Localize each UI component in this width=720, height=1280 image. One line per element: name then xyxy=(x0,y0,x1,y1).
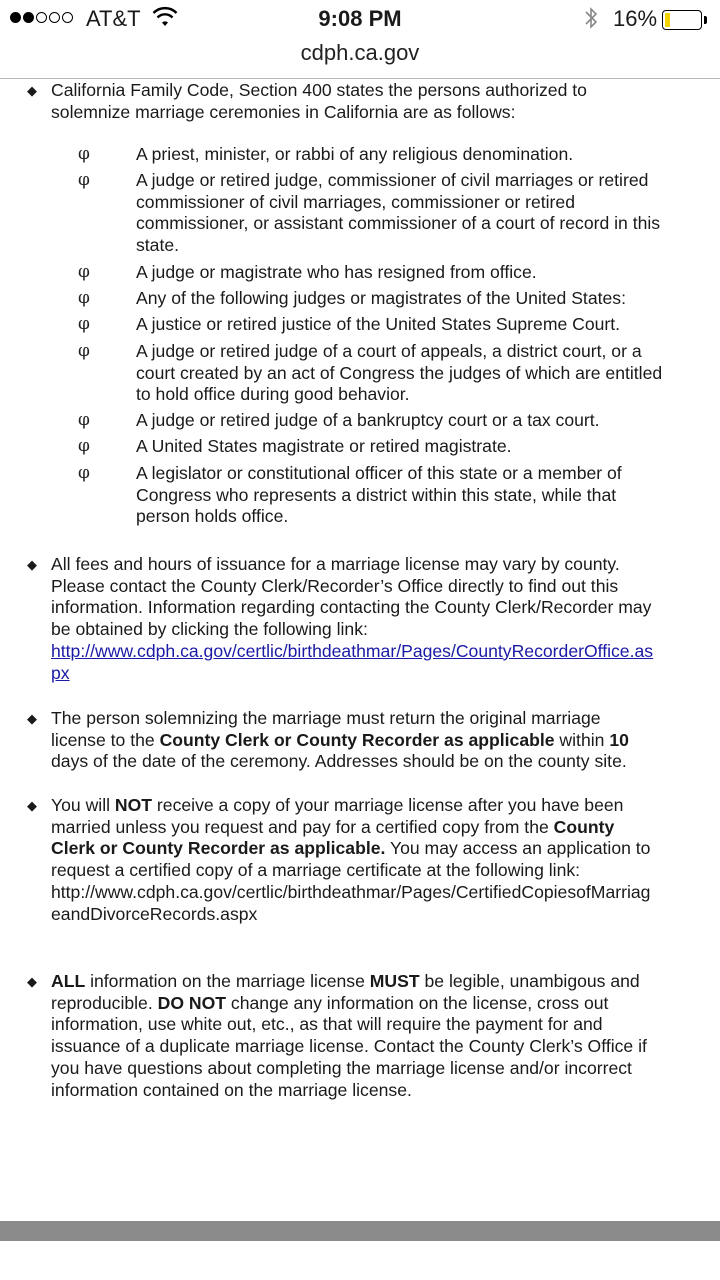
section-return-license xyxy=(51,708,706,773)
phi-bullet-icon: φ xyxy=(78,463,90,483)
text-line: Congress who represents a district within this state, while that xyxy=(136,484,617,505)
text-line: license to the County Clerk or County Recorder as applicable within 10 xyxy=(51,729,629,750)
county-recorder-link-continued[interactable]: px xyxy=(51,662,70,683)
section-certified-copy xyxy=(51,795,706,925)
text-line: Please contact the County Clerk/Recorder’s Office directly to find out this xyxy=(51,575,619,596)
battery-percentage: 16% xyxy=(613,6,658,31)
phi-bullet-icon: φ xyxy=(78,314,90,334)
text-line: information, use white out, etc., as that will require the payment for and xyxy=(51,1014,603,1035)
text-line: A United States magistrate or retired magistrate. xyxy=(136,436,512,456)
text-line: You will NOT receive a copy of your marriage license after you have been xyxy=(51,795,624,815)
text-line: commissioner, or assistant commissioner of a court of record in this xyxy=(136,213,661,234)
phi-bullet-icon: φ xyxy=(78,410,90,430)
text-line: The person solemnizing the marriage must return the original marriage xyxy=(51,708,601,728)
phi-bullet-icon: φ xyxy=(78,288,90,308)
bullet-icon: ◆ xyxy=(27,798,37,813)
url-bar-divider xyxy=(0,78,720,79)
text-line: solemnize marriage ceremonies in California are as follows: xyxy=(51,101,516,122)
text-line: days of the date of the ceremony. Addresses should be on the county site. xyxy=(51,751,627,772)
text-line: information. Information regarding contacting the County Clerk/Recorder may xyxy=(51,597,652,618)
phi-bullet-icon: φ xyxy=(78,262,90,282)
text-line: you have questions about completing the marriage license and/or incorrect xyxy=(51,1057,632,1078)
text-line: A judge or retired judge, commissioner of civil marriages or retired xyxy=(136,170,649,190)
text-line: A judge or retired judge of a bankruptcy court or a tax court. xyxy=(136,410,600,430)
text-line: Clerk or County Recorder as applicable. You may access an application to xyxy=(51,838,651,859)
phi-bullet-icon: φ xyxy=(78,341,90,361)
phi-bullet-icon: φ xyxy=(78,436,90,456)
bluetooth-icon xyxy=(583,5,599,37)
phi-bullet-icon: φ xyxy=(78,144,90,164)
text-line: A priest, minister, or rabbi of any religious denomination. xyxy=(136,144,574,164)
text-line: eandDivorceRecords.aspx xyxy=(51,903,258,924)
text-line: California Family Code, Section 400 states the persons authorized to xyxy=(51,80,587,100)
county-recorder-link[interactable]: http://www.cdph.ca.gov/certlic/birthdeathmar/Pages/CountyRecorderOffice.as xyxy=(51,640,654,661)
text-line: be obtained by clicking the following link: xyxy=(51,619,368,640)
text-line: state. xyxy=(136,235,180,256)
text-line: All fees and hours of issuance for a marriage license may vary by county. xyxy=(51,554,620,574)
battery-level xyxy=(665,13,670,27)
text-line: reproducible. DO NOT change any information on the license, cross out xyxy=(51,992,609,1013)
browser-toolbar[interactable] xyxy=(0,1221,720,1241)
bullet-icon: ◆ xyxy=(27,557,37,572)
bullet-icon: ◆ xyxy=(27,83,37,98)
status-bar xyxy=(0,0,720,40)
phi-bullet-icon: φ xyxy=(78,170,90,190)
text-line: A justice or retired justice of the United States Supreme Court. xyxy=(136,314,621,334)
carrier-name: AT&T xyxy=(86,6,141,31)
section-officiants-intro xyxy=(51,80,706,123)
url-text[interactable]: cdph.ca.gov xyxy=(300,40,420,65)
clock: 9:08 PM xyxy=(318,6,402,31)
text-line: to hold office during good behavior. xyxy=(136,384,410,405)
text-line: issuance of a duplicate marriage license. Contact the County Clerk’s Office if xyxy=(51,1036,647,1057)
text-line: married unless you request and pay for a certified copy from the County xyxy=(51,816,615,837)
battery-nub xyxy=(704,16,707,24)
text-line: ALL information on the marriage license MUST be legible, unambigous and xyxy=(51,971,640,991)
text-line: A legislator or constitutional officer of this state or a member of xyxy=(136,463,622,483)
text-line: A judge or magistrate who has resigned from office. xyxy=(136,262,537,282)
text-line: court created by an act of Congress the judges of which are entitled xyxy=(136,362,663,383)
battery-icon xyxy=(662,10,702,30)
text-line: A judge or retired judge of a court of appeals, a district court, or a xyxy=(136,341,642,361)
text-line: information contained on the marriage license. xyxy=(51,1079,412,1100)
bullet-icon: ◆ xyxy=(27,974,37,989)
text-line: commissioner of civil marriages, commissioner or retired xyxy=(136,191,575,212)
text-line: person holds office. xyxy=(136,506,289,527)
section-fees-hours xyxy=(51,554,706,684)
text-line: Any of the following judges or magistrates of the United States: xyxy=(136,288,626,308)
url-bar[interactable] xyxy=(0,40,720,78)
section-legibility xyxy=(51,971,706,1101)
bullet-icon: ◆ xyxy=(27,711,37,726)
text-line: request a certified copy of a marriage certificate at the following link: xyxy=(51,860,581,881)
text-line: http://www.cdph.ca.gov/certlic/birthdeathmar/Pages/CertifiedCopiesofMarriag xyxy=(51,881,651,902)
